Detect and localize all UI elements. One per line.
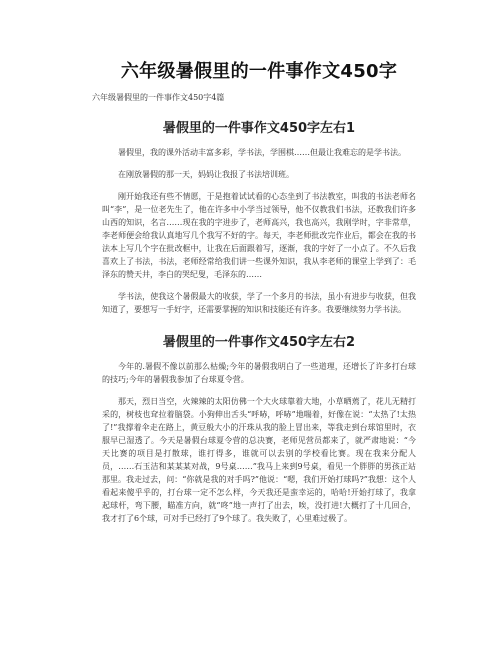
section-1-paragraph: 刚开始我还有些不情愿，于是抱着试试看的心态坐到了书法教室，叫我的书法老师名叫“李”，是一位老先生了，他在许多中小学当过领导，他不仅教我们书法，还教我们许多山西的知识，名言……现在我的字进步了，老师高兴，我也高兴，我刚学时，字非常草，李老师便会给我认真地写几个我写不好的字。每天，李老师批改完作业后，都会在我的书法本上写几个字在批改框中，让我在后面跟着写，逐渐，我的字好了一小点了。不久后我喜欢上了书法，书法，老师经常给我们讲一些课外知识，我从李老师的课堂上学到了：毛泽东的赞天井，李白的哭纪叟，毛泽东的…… — [102, 192, 416, 279]
section-1-paragraph: 在刚放暑假的那一天，妈妈让我报了书法培训班。 — [118, 170, 294, 179]
section-2-paragraph: 那天，烈日当空，火辣辣的太阳仿佛一个大火球靠着大地，小草晒蔫了，花儿无精打采的，树枝也耷拉着脑袋。小狗伸出舌头“呼哧，呼哧”地喘着，好像在说：“太热了!太热了!”我撑着伞走在路上，黄豆般大小的汗珠从我的脸上冒出来，等我走到台球馆里时，衣服早已湿透了。今天是暑假台球夏令营的总决赛，老师见营员都来了，就严肃地说：“今天比赛的项目是打散球，谁打得多，谁就可以去别的学校看比赛。现在我来分配人员，……石玉洁和某某某对战，9号桌……”我马上来到9号桌，看见一个胖胖的男孩正站那里。我走过去，问：“你就是我的对手吗?”他说：“嗯，我们开始打球吗?”我想：这个人看起来傻乎乎的，打台球一定不怎么样，今天我还是蛮幸运的，哈哈!开始打球了，我拿起球杆，弯下腰，瞄准方向，就“咚”地一声打了出去，唉，没打进!大概打了十几回合，我才打了6个球，可对手已经打了9个球了。我失败了，心里难过极了。 — [102, 397, 416, 523]
section-1-heading: 暑假里的一件事作文450字左右1 — [162, 121, 356, 136]
section-1-paragraph: 暑假里，我的课外活动丰富多彩，学书法，学围棋……但最让我难忘的是学书法。 — [118, 148, 406, 157]
document-title: 六年级暑假里的一件事作文450字 — [120, 61, 398, 82]
document-subtitle: 六年级暑假里的一件事作文450字4篇 — [92, 93, 225, 102]
section-2-paragraph: 今年的.暑假不像以前那么枯燥;今年的暑假我明白了一些道理，还增长了许多打台球的技巧;今年的暑假我参加了台球夏令营。 — [102, 362, 416, 384]
section-1-body — [102, 146, 416, 316]
section-1-paragraph: 学书法，使我这个暑假最大的收获，学了一个多月的书法，虽小有进步与收获，但我知道了，要想写一手好字，还需要掌握的知识和技能还有许多。我要继续努力学书法。 — [102, 292, 416, 314]
section-2-heading: 暑假里的一件事作文450字左右2 — [162, 335, 356, 350]
section-2-body — [102, 360, 416, 525]
